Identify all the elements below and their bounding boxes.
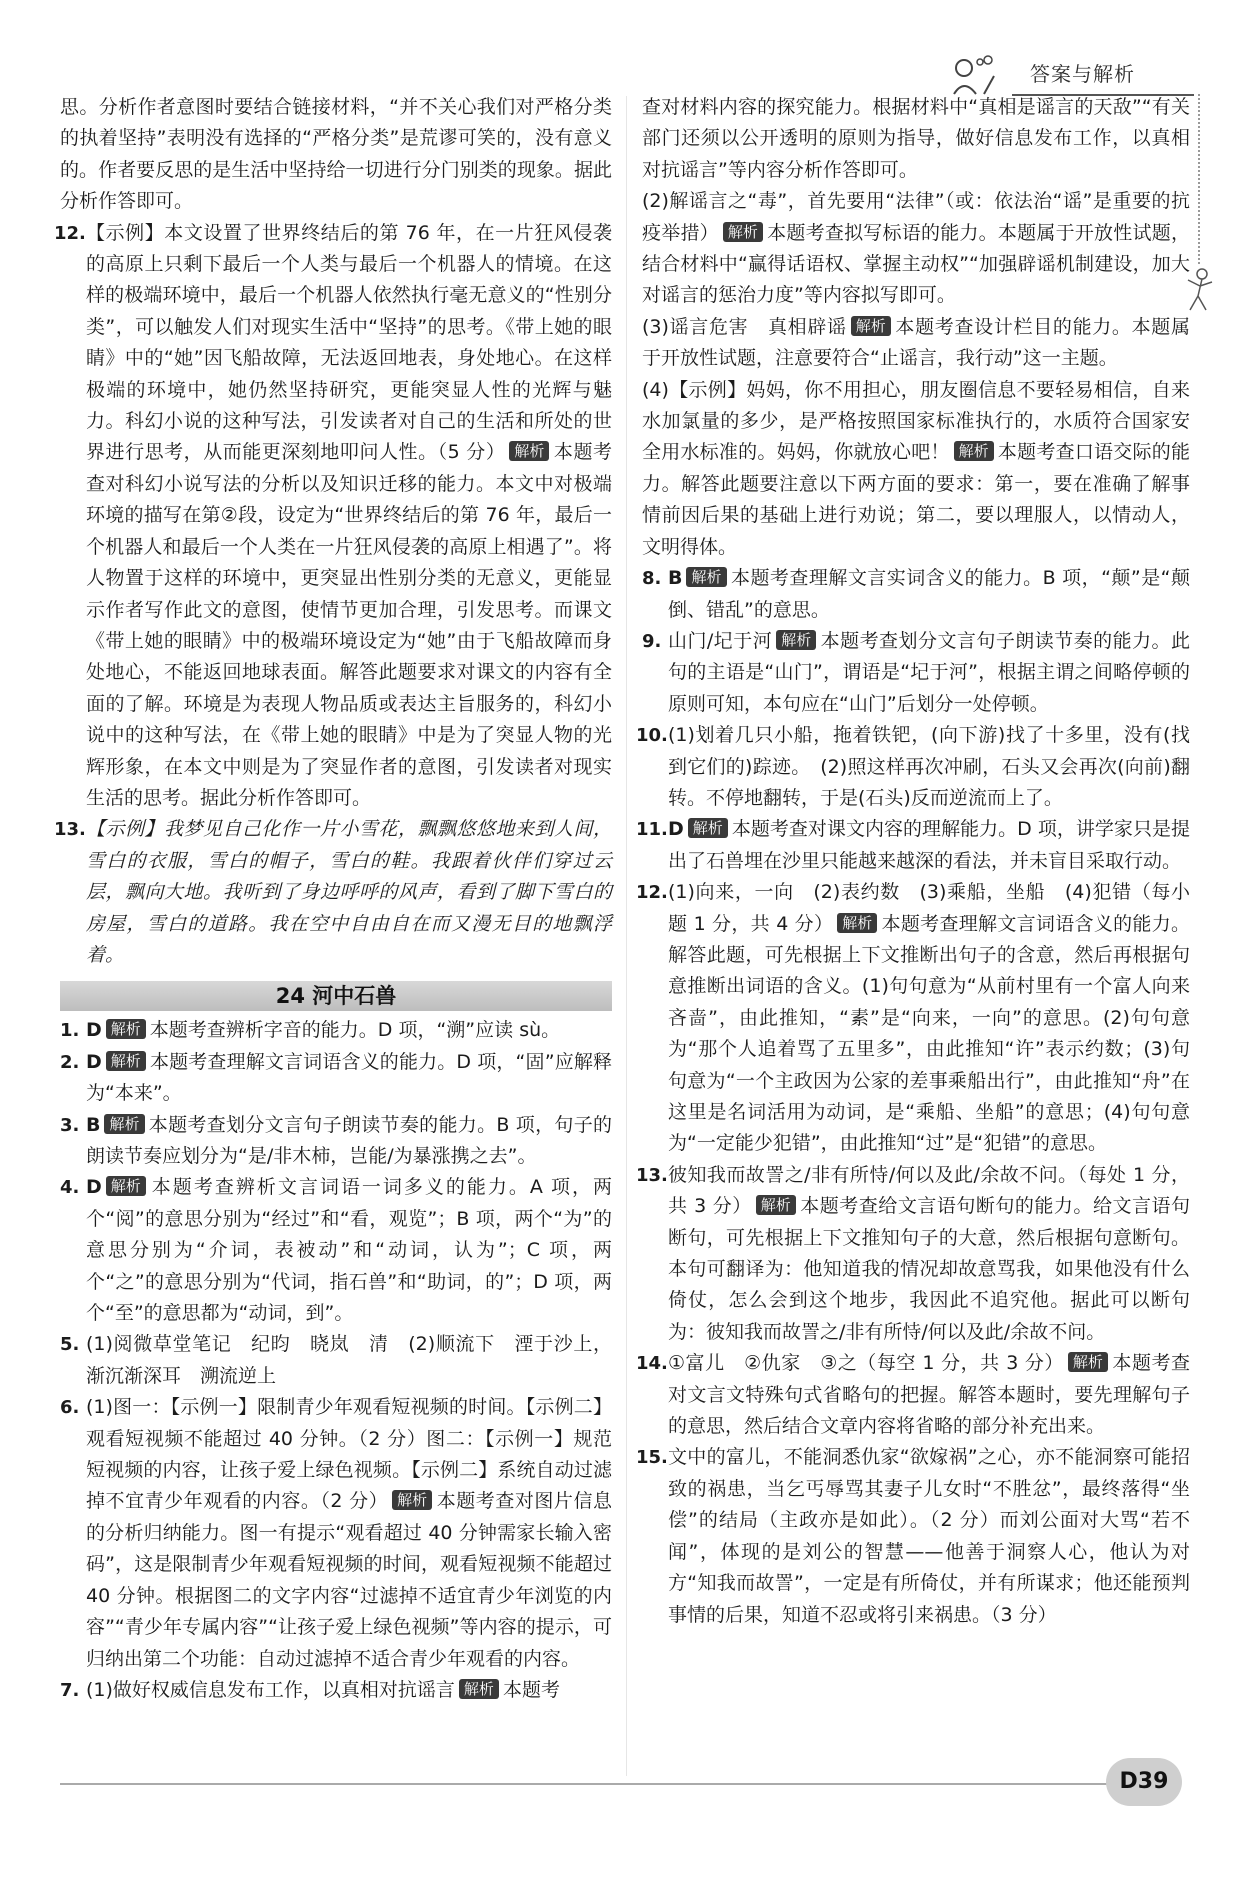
page-number: D39 (1106, 1758, 1182, 1806)
analysis-tag: 解析 (954, 441, 994, 461)
column-divider (626, 96, 627, 1776)
item-number: 13. (636, 1164, 668, 1186)
item-number: 5. (60, 1334, 80, 1356)
analysis-tag: 解析 (851, 316, 891, 336)
analysis-text: 本题考查理解文言词语含义的能力。D 项，“固”应解释为“本来”。 (86, 1050, 612, 1105)
answer-item-12b (636, 877, 1190, 1160)
answer-text: (3)谣言危害 真相辟谣 (642, 315, 847, 338)
answer-item-13 (54, 814, 612, 971)
answer-text: (1)阅微草堂笔记 纪昀 晓岚 清 (2)顺流下 湮于沙上，渐沉渐深耳 溯流逆上 (86, 1333, 612, 1387)
analysis-tag: 解析 (106, 1051, 146, 1071)
analysis-text: 本题考查对科幻小说写法的分析以及知识迁移的能力。本文中对极端环境的描写在第②段，设定为“世界终结后的第 76 年，最后一个机器人和最后一个人类在一片狂风侵袭的高原上相遇了”。将人物置于这样的环境中，更突显出性别分类的无意义，更能显示作者写作此文的意图，使情节更加合理，引发思考。而课文《带上她的眼睛》中的极端环境设定为“她”由于飞船故障而身处地心，不能返回地球表面。解答此题要求对课文的内容有全面的了解。环境是为表现人物品质或表达主旨服务的，科幻小说中的这种写法，在《带上她的眼睛》中是为了突显人物的光辉形象，在本文中则是为了突显作者的意图，引发读者对现实生活的思考。据此分析作答即可。 (86, 441, 612, 809)
analysis-text: 本题考查划分文言句子朗读节奏的能力。B 项，句子的朗读节奏应划分为“是/非木柿，岂能/为暴涨携之去”。 (86, 1113, 612, 1167)
left-column (54, 92, 612, 1706)
answer-choice: D (86, 1176, 102, 1199)
answer-7-part-3 (642, 312, 1190, 375)
answer-item-10 (636, 720, 1190, 814)
item-number: 1. (60, 1020, 80, 1042)
analysis-tag: 解析 (104, 1114, 144, 1134)
analysis-text: 本题考查口语交际的能力。解答此题要注意以下两方面的要求：第一，要在准确了解事情前因后果的基础上进行劝说；第二，要以理服人，以情动人，文明得体。 (642, 441, 1190, 558)
answer-text: 文中的富儿，不能洞悉仇家“欲嫁祸”之心，亦不能洞察可能招致的祸患，当乞丐辱骂其妻子儿女时“不胜忿”，最终落得“坐偿”的结局（主政亦是如此）。（2 分）而刘公面对大骂“若不闻”，体现的是刘公的智慧——他善于洞察人心，他认为对方“知我而故詈”，一定是有所倚仗，并有所谋求；他还能预判事情的后果，知道不忍或将引来祸患。（3 分） (668, 1446, 1190, 1626)
answer-text: 【示例】本文设置了世界终结后的第 76 年，在一片狂风侵袭的高原上只剩下最后一个人类与最后一个机器人的情境。在这样的极端环境中，最后一个机器人依然执行毫无意义的“性别分类”，可以触发人们对现实生活中“坚持”的思考。《带上她的眼睛》中的“她”因飞船故障，无法返回地表，身处地心。在这样极端的环境中，她仍然坚持研究，更能突显人性的光辉与魅力。科幻小说的这种写法，引发读者对自己的生活和所处的世界进行思考，从而能更深刻地叩问人性。（5 分） (86, 221, 612, 464)
answer-item-15 (636, 1442, 1190, 1630)
header-title: 答案与解析 (1030, 62, 1135, 86)
answer-7-part-4 (642, 375, 1190, 563)
analysis-text: 本题考查理解文言词语含义的能力。解答此题，可先根据上下文推断出句子的含意，然后再根据句意推断出词语的含义。(1)句句意为“从前村里有一个富人向来吝啬”，由此推知，“素”是“向来，一向”的意思。(2)句句意为“那个人追着骂了五里多”，由此推知“许”表示约数；(3)句句意为“一个主政因为公家的差事乘船出行”，由此推知“舟”在这里是名词活用为动词，是“乘船、坐船”的意思；(4)句句意为“一定能少犯错”，由此推知“过”是“犯错”的意思。 (668, 912, 1190, 1155)
analysis-text: 本题考查划分文言句子朗读节奏的能力。此句的主语是“山门”，谓语是“圮于河”，根据主谓之间略停顿的原则可知，本句应在“山门”后划分一处停顿。 (668, 629, 1190, 715)
answer-choice: B (668, 567, 683, 590)
item-number: 7. (60, 1679, 80, 1701)
analysis-text: 本题考查对文言文特殊句式省略句的把握。解答本题时，要先理解句子的意思，然后结合文章内容将省略的部分补充出来。 (668, 1352, 1190, 1438)
answer-item-1 (60, 1015, 612, 1046)
right-column (636, 92, 1190, 1631)
answer-item-4 (60, 1172, 612, 1329)
item-number: 11. (636, 819, 668, 841)
continued-paragraph: 思。分析作者意图时要结合链接材料，“并不关心我们对严格分类的执着坚持”表明没有选择的“严格分类”是荒谬可笑的，没有意义的。作者要反思的是生活中坚持给一切进行分门别类的现象。据此分析作答即可。 (60, 96, 612, 213)
answer-item-12 (54, 218, 612, 815)
analysis-tag: 解析 (723, 222, 763, 242)
analysis-tag: 解析 (509, 441, 549, 461)
answer-choice: B (86, 1113, 101, 1136)
analysis-text: 本题考 (502, 1678, 560, 1701)
analysis-tag: 解析 (686, 567, 726, 587)
analysis-tag: 解析 (837, 913, 877, 933)
analysis-tag: 解析 (459, 1679, 499, 1699)
analysis-tag: 解析 (756, 1195, 796, 1215)
analysis-tag: 解析 (106, 1019, 146, 1039)
answer-item-6 (60, 1392, 612, 1675)
item-number: 12. (636, 882, 668, 904)
answer-item-5 (60, 1329, 612, 1392)
analysis-text: 本题考查对图片信息的分析归纳能力。图一有提示“观看超过 40 分钟需家长输入密码”，这是限制青少年观看短视频的时间，观看短视频不能超过 40 分钟。根据图二的文字内容“过滤掉不适宜青少年浏览的内容”“青少年专属内容”“让孩子爱上绿色视频”等内容的提示，可归纳出第二个功能：自动过滤掉不适合青少年观看的内容。 (86, 1490, 612, 1670)
answer-item-7 (60, 1675, 612, 1706)
item-number: 12. (54, 222, 86, 244)
answer-text: (1)划着几只小船，拖着铁钯，(向下游)找了十多里，没有(找到它们的)踪迹。 (2)照这样再次冲刷，石头又会再次(向前)翻转。不停地翻转，于是(石头)反而逆流而上了。 (668, 724, 1190, 809)
answer-item-13b (636, 1160, 1190, 1348)
answer-text: 彼知我而故詈之/非有所恃/何以及此/余故不问。（每处 1 分，共 3 分） (668, 1163, 1190, 1218)
answer-item-9 (642, 626, 1190, 720)
page-header (950, 52, 1190, 96)
answer-text: (1)向来，一向 (2)表约数 (3)乘船，坐船 (4)犯错（每小题 1 分，共 4 分） (668, 881, 1190, 935)
item-number: 14. (636, 1353, 668, 1375)
item-number: 15. (636, 1447, 668, 1469)
answer-item-8 (642, 563, 1190, 626)
analysis-text: 本题考查辨析文言词语一词多义的能力。A 项，两个“阅”的意思分别为“经过”和“看，观览”；B 项，两个“为”的意思分别为“介词，表被动”和“动词，认为”；C 项，两个“之”的意思分别为“代词，指石兽”和“助词，的”；D 项，两个“至”的意思都为“动词，到”。 (86, 1176, 612, 1325)
answer-item-14 (636, 1348, 1190, 1442)
answer-text: (1)图一：【示例一】限制青少年观看短视频的时间。【示例二】观看短视频不能超过 40 分钟。（2 分）图二：【示例一】规范短视频的内容，让孩子爱上绿色视频。【示例二】系统自动过滤掉不宜青少年观看的内容。（2 分） (86, 1396, 612, 1513)
analysis-tag: 解析 (392, 1490, 432, 1510)
answer-text: 【示例】我梦见自己化作一片小雪花，飘飘悠悠地来到人间，雪白的衣服，雪白的帽子，雪白的鞋。我跟着伙伴们穿过云层，飘向大地。我听到了身边呼呼的风声，看到了脚下雪白的房屋，雪白的道路。我在空中自由自在而又漫无目的地飘浮着。 (86, 818, 612, 966)
analysis-tag: 解析 (1068, 1352, 1108, 1372)
analysis-text: 本题考查设计栏目的能力。本题属于开放性试题，注意要符合“止谣言，我行动”这一主题。 (642, 315, 1190, 370)
answer-7-part-2 (642, 186, 1190, 312)
item-number: 2. (60, 1051, 80, 1073)
answer-text: ①富儿 ②仇家 ③之（每空 1 分，共 3 分） (668, 1352, 1064, 1375)
item-number: 6. (60, 1397, 80, 1419)
analysis-tag: 解析 (776, 630, 816, 650)
answer-item-2 (60, 1047, 612, 1110)
continued-paragraph: 查对材料内容的探究能力。根据材料中“真相是谣言的天敌”“有关部门还须以公开透明的原则为指导，做好信息发布工作，以真相对抗谣言”等内容分析作答即可。 (642, 96, 1190, 181)
analysis-text: 本题考查辨析字音的能力。D 项，“溯”应读 sù。 (149, 1019, 561, 1042)
analysis-text: 本题考查理解文言实词含义的能力。B 项，“颠”是“颠倒、错乱”的意思。 (668, 567, 1190, 621)
answer-item-3 (60, 1110, 612, 1173)
item-number: 8. (642, 568, 662, 590)
analysis-tag: 解析 (106, 1176, 146, 1196)
item-number: 4. (60, 1177, 80, 1199)
answer-item-11 (636, 814, 1190, 877)
analysis-text: 本题考查拟写标语的能力。本题属于开放性试题，结合材料中“赢得话语权、掌握主动权”“加强辟谣机制建设，加大对谣言的惩治力度”等内容拟写即可。 (642, 221, 1190, 307)
answer-text: (4)【示例】妈妈，你不用担心，朋友圈信息不要轻易相信，自来水加氯量的多少，是严格按照国家标准执行的，水质符合国家安全用水标准的。妈妈，你就放心吧！ (642, 378, 1190, 464)
analysis-text: 本题考查对课文内容的理解能力。D 项，讲学家只是提出了石兽埋在沙里只能越来越深的看法，并未盲目采取行动。 (668, 818, 1190, 872)
item-number: 9. (642, 630, 662, 652)
answer-choice: D (86, 1019, 102, 1042)
answer-choice: D (668, 818, 684, 841)
answer-choice: D (86, 1050, 102, 1073)
section-title: 24 河中石兽 (60, 981, 612, 1011)
answer-text: (2)解谣言之“毒”，首先要用“法律”（或：依法治“谣”是重要的抗疫举措） (642, 190, 1190, 244)
analysis-tag: 解析 (688, 818, 728, 838)
item-number: 3. (60, 1114, 80, 1136)
answer-text: (1)做好权威信息发布工作，以真相对抗谣言 (86, 1678, 455, 1701)
thinking-person-icon (950, 54, 996, 96)
footer-rule (60, 1783, 1110, 1785)
item-number: 13. (54, 819, 86, 841)
answer-text: 山门/圮于河 (668, 629, 773, 652)
analysis-text: 本题考查给文言语句断句的能力。给文言语句断句，可先根据上下文推知句子的大意，然后根据句意断句。本句可翻译为：他知道我的情况却故意骂我，如果他没有什么倚仗，怎么会到这个地步，我因此不追究他。据此可以断句为：彼知我而故詈之/非有所恃/何以及此/余故不问。 (668, 1195, 1190, 1343)
item-number: 10. (636, 725, 668, 747)
